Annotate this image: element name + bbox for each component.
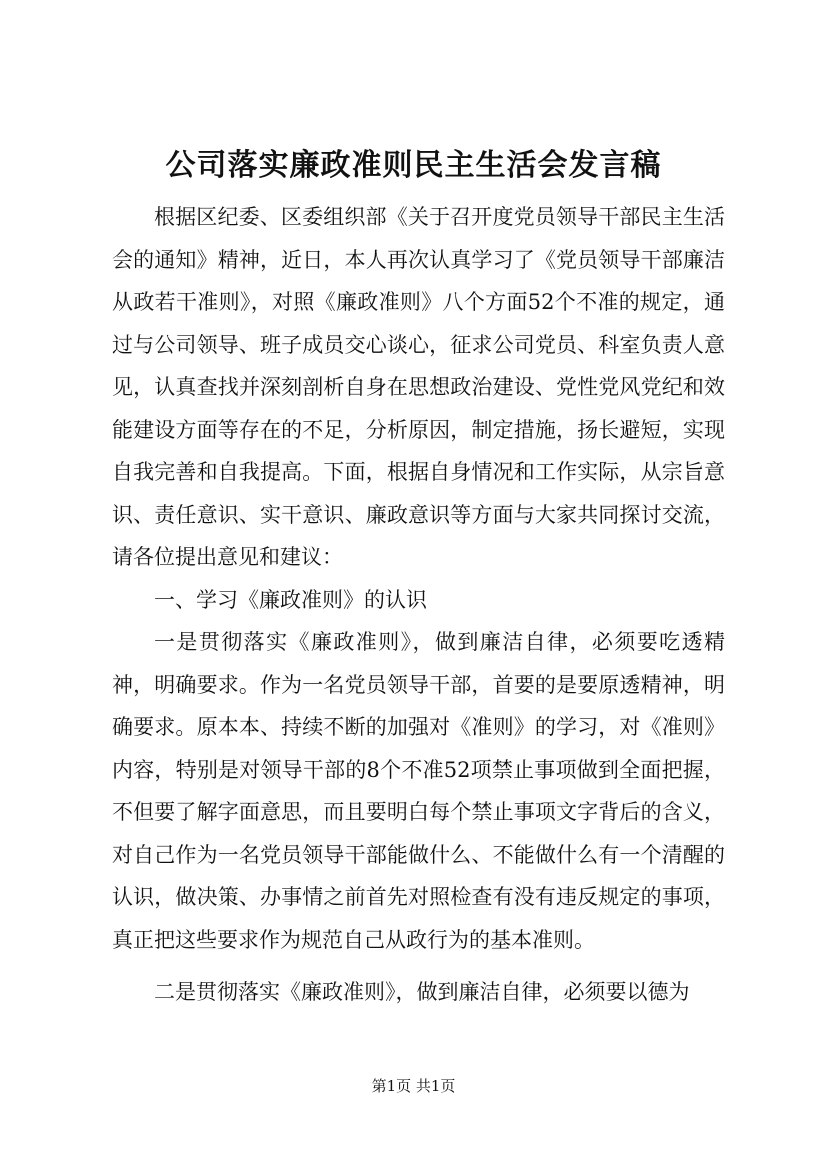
paragraph-point-one: 一是贯彻落实《廉政准则》，做到廉洁自律，必须要吃透精神，明确要求。作为一名党员领导干部，首要的是要原透精神，明确要求。原本本、持续不断的加强对《准则》的学习，对《准则》内容，特别是对领导干部的8个不准52项禁止事项做到全面把握，不但要了解字面意思，而且要明白每个禁止事项文字背后的含义，对自己作为一名党员领导干部能做什么、不能做什么有一个清醒的认识，做决策、办事情之前首先对照检查有没有违反规定的事项，真正把这些要求作为规范自己从政行为的基本准则。: [112, 630, 725, 952]
page-footer: 第1页 共1页: [371, 1077, 456, 1095]
document-title: 公司落实廉政准则民主生活会发言稿: [165, 148, 662, 183]
document-body: [112, 196, 725, 1014]
section-heading: 一、学习《廉政准则》的认识: [154, 587, 427, 612]
paragraph-point-two: 二是贯彻落实《廉政准则》，做到廉洁自律，必须要以德为: [154, 980, 690, 1004]
paragraph-intro: 根据区纪委、区委组织部《关于召开度党员领导干部民主生活会的通知》精神，近日，本人再次认真学习了《党员领导干部廉洁从政若干准则》，对照《廉政准则》八个方面52个不准的规定，通过与公司领导、班子成员交心谈心，征求公司党员、科室负责人意见，认真查找并深刻剖析自身在思想政治建设、党性党风党纪和效能建设方面等存在的不足，分析原因，制定措施，扬长避短，实现自我完善和自我提高。下面，根据自身情况和工作实际，从宗旨意识、责任意识、实干意识、廉政意识等方面与大家共同探讨交流，请各位提出意见和建议：: [112, 205, 725, 569]
